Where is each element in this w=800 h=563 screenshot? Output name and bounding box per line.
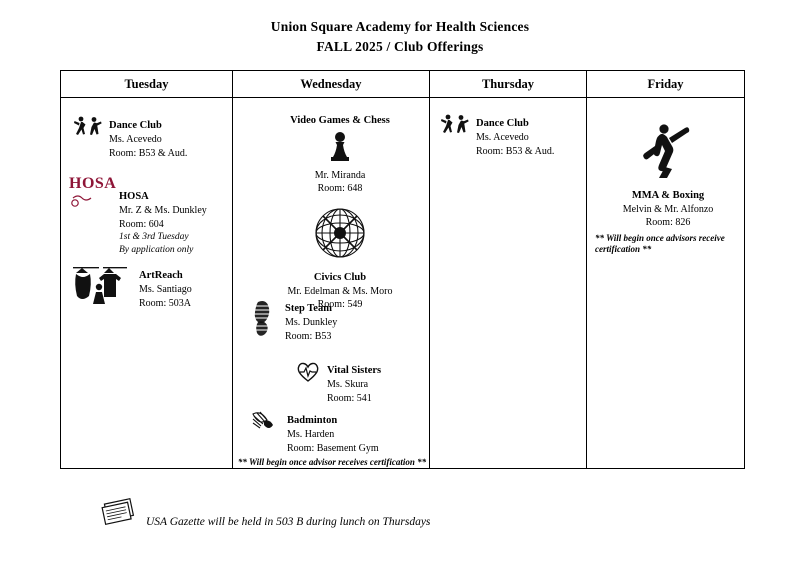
badminton-shuttlecock-icon	[251, 410, 283, 434]
club-room: Room: 648	[317, 183, 363, 195]
club-name: Dance Club	[476, 118, 529, 129]
club-name: HOSA	[119, 191, 149, 202]
footprint-icon	[251, 298, 281, 338]
club-entry-vital-sisters	[295, 360, 431, 405]
chess-pawn-icon	[327, 130, 353, 164]
column-header-wednesday: Wednesday	[233, 71, 430, 98]
club-entry-mma-boxing	[593, 120, 743, 256]
table-body-row	[61, 98, 745, 469]
globe-grid-icon	[309, 202, 371, 264]
club-advisor: Ms. Harden	[287, 429, 335, 440]
club-name: MMA & Boxing	[631, 190, 705, 201]
club-entry-hosa	[69, 175, 227, 257]
club-advisor: Mr. Z & Ms. Dunkley	[119, 205, 207, 216]
column-header-tuesday: Tuesday	[61, 71, 233, 98]
club-name: Step Team	[285, 303, 332, 314]
dance-icon	[73, 115, 107, 141]
hosa-logo-icon: HOSA	[69, 176, 115, 210]
club-entry-dance-club-thursday	[440, 113, 586, 158]
club-room: Room: 541	[327, 392, 372, 404]
club-room: Room: Basement Gym	[287, 442, 379, 454]
club-application-note: By application only	[119, 244, 194, 255]
club-advisor: Ms. Acevedo	[109, 134, 162, 145]
karate-kick-icon	[641, 120, 695, 182]
day-cell-friday	[587, 98, 745, 469]
club-entry-civics-club	[255, 202, 425, 312]
footer-text: USA Gazette will be held in 503 B during lunch on Thursdays	[146, 516, 431, 528]
column-header-friday: Friday	[587, 71, 745, 98]
club-advisor: Mr. Edelman & Ms. Moro	[287, 285, 393, 297]
club-certification-note: ** Will begin once advisor receives certification **	[237, 457, 427, 467]
club-advisor: Mr. Miranda	[314, 169, 366, 181]
club-room: Room: B53 & Aud.	[476, 145, 555, 157]
club-certification-note: ** Will begin once advisors receive certification **	[595, 232, 725, 255]
dance-icon	[440, 113, 474, 139]
club-room: Room: 604	[119, 218, 164, 230]
club-room: Room: 826	[645, 217, 691, 229]
table-header-row	[61, 71, 745, 98]
club-entry-video-games-chess	[255, 114, 425, 196]
club-advisor: Ms. Santiago	[139, 284, 192, 295]
club-name: Dance Club	[109, 120, 162, 131]
club-entry-badminton	[237, 410, 431, 469]
club-entry-dance-club-tuesday	[73, 115, 223, 160]
club-advisor: Ms. Acevedo	[476, 132, 529, 143]
club-advisor: Melvin & Mr. Alfonzo	[622, 203, 714, 215]
title-line-1: Union Square Academy for Health Sciences	[270, 19, 530, 34]
day-cell-wednesday	[233, 98, 430, 469]
club-entry-step-team	[251, 298, 427, 343]
club-name: Badminton	[287, 415, 338, 426]
club-room: Room: B53 & Aud.	[109, 147, 188, 159]
heartbeat-icon	[295, 360, 323, 384]
club-name: Video Games & Chess	[290, 115, 390, 126]
club-schedule-note: 1st & 3rd Tuesday	[119, 232, 189, 242]
page-title	[0, 0, 800, 56]
newspaper-icon	[100, 495, 140, 525]
club-room: Room: 549	[317, 299, 363, 311]
clothes-hanger-icon	[69, 261, 131, 313]
title-line-2: FALL 2025 / Club Offerings	[316, 38, 484, 54]
club-name: Vital Sisters	[327, 365, 382, 376]
day-cell-thursday	[430, 98, 587, 469]
club-advisor: Ms. Skura	[327, 379, 369, 390]
club-room: Room: 503A	[139, 297, 191, 309]
club-room: Room: B53	[285, 330, 332, 342]
club-name: ArtReach	[139, 270, 183, 281]
day-cell-tuesday	[61, 98, 233, 469]
club-entry-artreach	[69, 261, 229, 310]
column-header-thursday: Thursday	[430, 71, 587, 98]
club-advisor: Ms. Dunkley	[285, 317, 338, 328]
schedule-table-wrapper	[60, 70, 740, 469]
club-name: Civics Club	[313, 272, 367, 283]
schedule-table	[60, 70, 745, 469]
